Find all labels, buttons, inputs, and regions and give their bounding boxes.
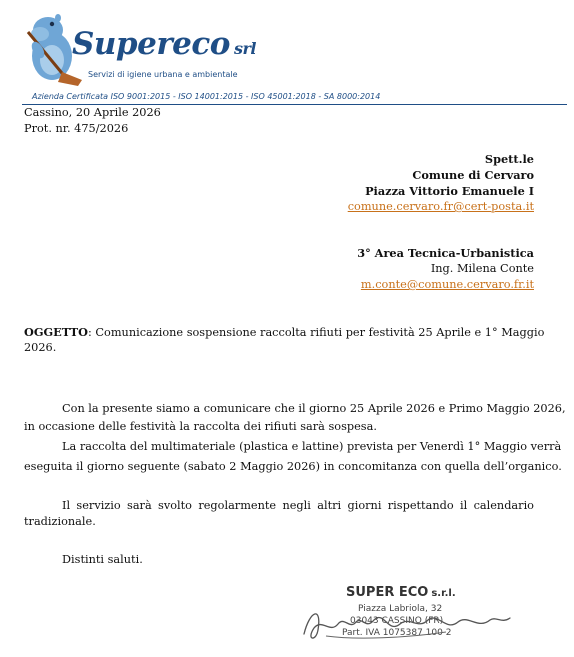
recipient-email-link[interactable]: comune.cervaro.fr@cert-posta.it xyxy=(347,200,534,213)
handwritten-signature xyxy=(296,590,526,650)
company-tagline: Servizi di igiene urbana e ambientale xyxy=(88,70,238,79)
stamp-vat: Part. IVA 1075387 100 2 xyxy=(342,628,452,638)
recipient-name: Comune di Cervaro xyxy=(412,168,534,182)
subject-text: : Comunicazione sospensione raccolta rifiuti per festività 25 Aprile e 1° Maggio xyxy=(88,326,545,339)
body-paragraph-2-line-2: eseguita il giorno seguente (sabato 2 Maggio 2026) in concomitanza con quella dell’organico. xyxy=(24,460,562,473)
body-paragraph-2-line-1: La raccolta del multimateriale (plastica e lattine) prevista per Venerdì 1° Maggio verrà xyxy=(62,440,562,453)
stamp-company-name: SUPER ECO xyxy=(346,585,429,600)
recipient-address: Piazza Vittorio Emanuele I xyxy=(365,184,534,198)
recipient-email[interactable] xyxy=(348,200,534,213)
recipient-person-email[interactable] xyxy=(361,278,534,291)
stamp-street: Piazza Labriola, 32 xyxy=(358,604,443,614)
stamp-company-suffix: s.r.l. xyxy=(431,588,456,599)
subject-text-continued: 2026. xyxy=(24,341,57,354)
place-date: Cassino, 20 Aprile 2026 xyxy=(24,106,161,119)
subject-label: OGGETTO xyxy=(24,325,88,339)
protocol-number: Prot. nr. 475/2026 xyxy=(24,122,129,135)
recipient-person: Ing. Milena Conte xyxy=(430,262,534,275)
brand-suffix: srl xyxy=(233,39,256,58)
header-divider xyxy=(22,104,567,105)
recipient-person-email-link[interactable]: m.conte@comune.cervaro.fr.it xyxy=(360,278,534,291)
closing-salutation: Distinti saluti. xyxy=(62,553,143,566)
subject-line xyxy=(24,325,545,339)
body-paragraph-1-line-1: Con la presente siamo a comunicare che il giorno 25 Aprile 2026 e Primo Maggio 2026, xyxy=(62,402,566,415)
stamp-city: 03043 CASSINO (FR) xyxy=(350,616,444,626)
certification-line: Azienda Certificata ISO 9001:2015 - ISO 14001:2015 - ISO 45001:2018 - SA 8000:2014 xyxy=(32,92,381,101)
body-paragraph-3-line-1: Il servizio sarà svolto regolarmente negli altri giorni rispettando il calendario xyxy=(62,499,534,512)
body-paragraph-3-line-2: tradizionale. xyxy=(24,515,96,528)
recipient-salutation: Spett.le xyxy=(484,152,534,166)
company-brand xyxy=(72,26,256,62)
body-paragraph-1-line-2: in occasione delle festività la raccolta dei rifiuti sarà sospesa. xyxy=(24,420,377,433)
brand-name: Supereco xyxy=(72,26,230,62)
recipient-department: 3° Area Tecnica-Urbanistica xyxy=(357,246,534,260)
